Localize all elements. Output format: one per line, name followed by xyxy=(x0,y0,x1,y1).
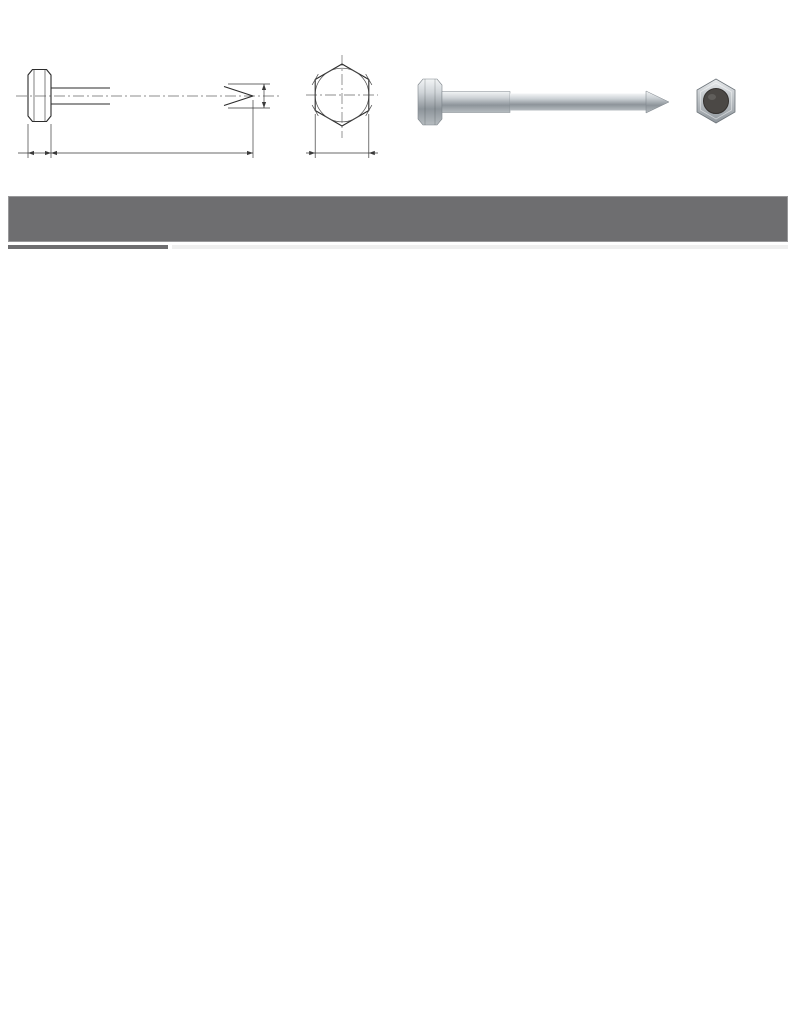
table-row-cutoff-cells xyxy=(172,245,788,249)
screw-side-view-drawing-icon xyxy=(12,40,296,172)
table-row-cutoff-label xyxy=(8,245,168,249)
hex-head-top-view-drawing-icon xyxy=(303,52,383,164)
size-table xyxy=(8,196,788,249)
technical-drawings xyxy=(0,0,796,196)
table-title xyxy=(8,196,788,242)
table-row-cutoff xyxy=(8,245,788,249)
hex-head-photo xyxy=(696,78,736,124)
screw-photo xyxy=(416,74,676,130)
